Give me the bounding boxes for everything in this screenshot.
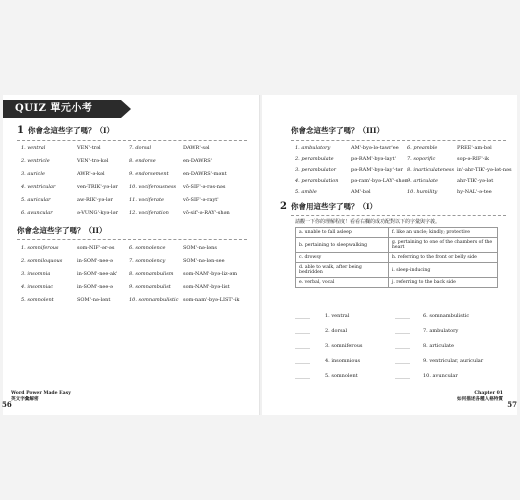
word-term: 9. somnambulist [129, 284, 171, 290]
word-pronunciation: VEN'-trəl [77, 145, 101, 151]
word-term: 7. dorsal [129, 145, 152, 151]
word-pronunciation: SOM'-nə-ləns [183, 245, 217, 251]
word-pronunciation: in-SOM'-nee-ə [77, 284, 114, 290]
answer-blank[interactable]: ______ [295, 373, 310, 379]
word-term: 8. inarticulateness [407, 167, 455, 173]
definition-row [296, 263, 498, 278]
answer-blank[interactable]: ______ [395, 358, 410, 364]
word-pronunciation: ahr-TIK'-yə-lət [457, 178, 494, 184]
word-term: 10. humility [407, 189, 438, 195]
word-pronunciation: SOM'-nə-lən-see [183, 258, 225, 264]
word-term: 7. soporific [407, 156, 436, 162]
word-pronunciation: som-NIF'-ər-əs [77, 245, 115, 251]
word-term: 4. ventricular [21, 184, 56, 190]
word-pronunciation: ven-TRIK'-yə-lər [77, 184, 118, 190]
answer-word: 9. ventricular, auricular [423, 358, 484, 364]
word-pronunciation: aw-RIK'-yə-lər [77, 197, 113, 203]
quiz-banner: QUIZ 單元小考 [3, 100, 121, 118]
right-footer [457, 391, 503, 403]
word-pronunciation: som-nam'-byə-LIST'-ik [183, 297, 240, 303]
definition-cell: g. pertaining to one of the chambers of the heart [388, 238, 497, 253]
definition-row [296, 228, 498, 238]
definition-cell: i. sleep-inducing [388, 263, 497, 278]
section-4-heading [280, 201, 377, 212]
right-page-number: 57 [507, 400, 517, 409]
word-term: 5. somnolent [21, 297, 54, 303]
left-footer [11, 391, 71, 403]
word-pronunciation: en-DAWRS'-mənt [183, 171, 227, 177]
definition-cell: a. unable to fall asleep [296, 228, 389, 238]
word-term: 6. somnolence [129, 245, 166, 251]
word-term: 7. somnolency [129, 258, 166, 264]
section-2-heading [17, 225, 107, 236]
answer-blank[interactable]: ______ [295, 343, 310, 349]
answer-word: 5. somnolent [325, 373, 358, 379]
word-pronunciation: in-SOM'-nee-ə [77, 258, 114, 264]
word-pronunciation: pə-ram'-byə-LAY'-shən [351, 178, 408, 184]
word-pronunciation: PREE'-am-bəl [457, 145, 492, 151]
word-pronunciation: hy-NAL'-ə-tee [457, 189, 492, 195]
word-pronunciation: vō-sif'-ə-RAY'-shən [183, 210, 230, 216]
section-2-title: 你會念這些字了嗎？（II） [17, 226, 107, 235]
book-title: Word Power Made Easy [11, 391, 71, 396]
answer-word: 2. dorsal [325, 328, 348, 334]
definition-cell: b. pertaining to sleepwalking [296, 238, 389, 253]
word-pronunciation: AM'-bəl [351, 189, 371, 195]
definition-row [296, 253, 498, 263]
left-page-number: 56 [2, 400, 12, 409]
answer-word: 7. ambulatory [423, 328, 459, 334]
word-term: 2. somniloquous [21, 258, 63, 264]
section-4-number: 2 [280, 201, 287, 212]
word-term: 9. endorsement [129, 171, 169, 177]
word-term: 5. amble [295, 189, 317, 195]
right-page [262, 95, 517, 415]
section-1-heading [17, 125, 114, 136]
answer-blank[interactable]: ______ [295, 328, 310, 334]
left-page [3, 95, 260, 415]
word-term: 11. vociferate [129, 197, 164, 203]
section-1-title: 你會念這些字了嗎？（I） [27, 126, 114, 135]
answer-word: 4. insomnious [325, 358, 361, 364]
word-term: 12. vociferation [129, 210, 169, 216]
definition-cell: j. referring to the back side [388, 278, 497, 288]
word-pronunciation: sop-ə-RIF'-ik [457, 156, 490, 162]
word-pronunciation: VEN'-trə-kəl [77, 158, 109, 164]
word-term: 3. perambulator [295, 167, 337, 173]
word-pronunciation: in-SOM'-nee-ak' [77, 271, 118, 277]
answer-blank[interactable]: ______ [295, 313, 310, 319]
word-pronunciation: en-DAWRS' [183, 158, 212, 164]
answer-blank[interactable]: ______ [295, 358, 310, 364]
word-term: 8. endorse [129, 158, 156, 164]
word-pronunciation: AWR'-ə-kəl [77, 171, 105, 177]
word-pronunciation: SOM'-nə-lənt [77, 297, 111, 303]
word-pronunciation: pə-RAM'-byə-layt' [351, 156, 396, 162]
answer-word: 10. avuncular [423, 373, 458, 379]
word-pronunciation: DAWR'-səl [183, 145, 210, 151]
word-term: 3. auricle [21, 171, 45, 177]
word-pronunciation: in'-ahr-TIK'-yə-lət-nəs [457, 167, 512, 173]
word-term: 8. somnambulism [129, 271, 174, 277]
word-term: 1. ambulatory [295, 145, 331, 151]
word-pronunciation: AM'-byə-lə-tawr'ee [351, 145, 399, 151]
section-1-divider [17, 140, 247, 141]
word-pronunciation: vō-SIF'-ə-rayt' [183, 197, 219, 203]
word-term: 10. somnambulistic [129, 297, 179, 303]
answer-blank[interactable]: ______ [395, 343, 410, 349]
answer-word: 3. somniferous [325, 343, 363, 349]
answer-blank[interactable]: ______ [395, 373, 410, 379]
word-term: 10. vociferousness [129, 184, 177, 190]
definition-cell: f. like an uncle; kindly; protective [388, 228, 497, 238]
word-term: 1. somniferous [21, 245, 59, 251]
word-term: 4. insomniac [21, 284, 54, 290]
chapter-subtitle: 如何描述各種人格特質 [457, 396, 503, 402]
section-1-number: 1 [17, 125, 24, 136]
word-term: 9. articulate [407, 178, 438, 184]
word-term: 2. ventricle [21, 158, 50, 164]
answer-blank[interactable]: ______ [395, 313, 410, 319]
word-pronunciation: som-NAM'-byə-liz-əm [183, 271, 238, 277]
definition-cell: d. able to walk, after being bedridden [296, 263, 389, 278]
instruction-text: 請觀一下你的理解程度！看看右欄的成功配對以下的字彙與字義。 [295, 219, 441, 225]
book-subtitle: 英文字彙解密 [11, 396, 39, 402]
word-pronunciation: pə-RAM'-byə-lay'-tər [351, 167, 403, 173]
section-3-heading [291, 125, 384, 136]
definition-row [296, 278, 498, 288]
word-term: 5. auricular [21, 197, 51, 203]
section-4-title: 你會用這些字了嗎？（I） [290, 202, 377, 211]
section-3-title: 你會念這些字了嗎？（III） [291, 126, 385, 135]
word-pronunciation: vō-SIF'-ə-rəs-nəs [183, 184, 226, 190]
word-term: 2. perambulate [295, 156, 334, 162]
word-term: 4. perambulation [295, 178, 339, 184]
definition-cell: h. referring to the front or belly side [388, 253, 497, 263]
word-pronunciation: ə-VUNG'-kyə-lər [77, 210, 118, 216]
answer-word: 8. articulate [423, 343, 454, 349]
word-term: 1. ventral [21, 145, 46, 151]
section-4-divider [291, 215, 506, 216]
word-term: 3. insomnia [21, 271, 51, 277]
definition-cell: e. verbal, vocal [296, 278, 389, 288]
chapter-title: Chapter 01 [474, 391, 503, 396]
section-2-divider [17, 239, 247, 240]
word-term: 6. avuncular [21, 210, 53, 216]
definitions-table [295, 227, 498, 288]
word-pronunciation: som-NAM'-byə-list [183, 284, 230, 290]
section-3-divider [291, 140, 506, 141]
answer-blank[interactable]: ______ [395, 328, 410, 334]
word-term: 6. preamble [407, 145, 438, 151]
answer-word: 1. ventral [325, 313, 350, 319]
definition-cell: c. drowsy [296, 253, 389, 263]
definition-row [296, 238, 498, 253]
answer-word: 6. somnambulistic [423, 313, 470, 319]
